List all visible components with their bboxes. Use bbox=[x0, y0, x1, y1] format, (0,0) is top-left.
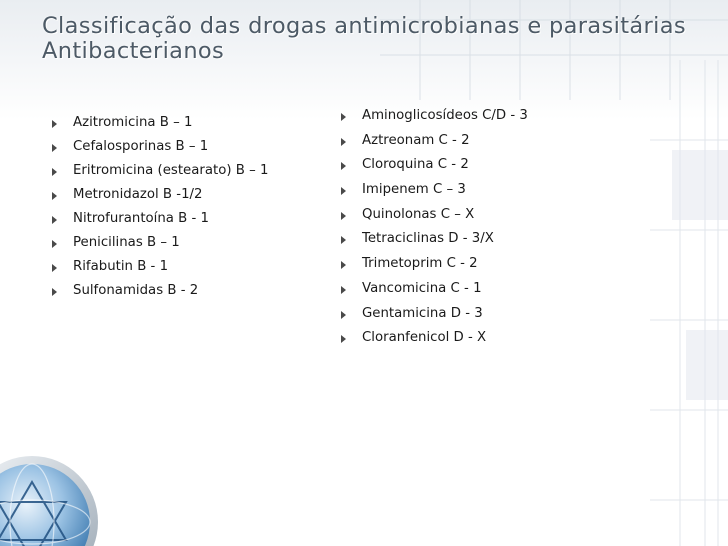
list-item-text: Aminoglicosídeos C/D - 3 bbox=[362, 108, 528, 123]
triangle-bullet-icon bbox=[341, 187, 346, 195]
list-item-text: Rifabutin B - 1 bbox=[73, 259, 169, 274]
triangle-bullet-icon bbox=[341, 335, 346, 343]
list-item-text: Sulfonamidas B - 2 bbox=[73, 283, 199, 298]
triangle-bullet-icon bbox=[52, 120, 57, 128]
triangle-bullet-icon bbox=[52, 264, 57, 272]
list-item bbox=[341, 106, 671, 131]
list-item bbox=[341, 279, 671, 304]
left-drug-list bbox=[52, 113, 322, 305]
list-item bbox=[52, 185, 322, 209]
list-item-text: Metronidazol B -1/2 bbox=[73, 187, 203, 202]
triangle-bullet-icon bbox=[341, 162, 346, 170]
list-item-text: Gentamicina D - 3 bbox=[362, 305, 483, 321]
triangle-bullet-icon bbox=[341, 261, 346, 269]
list-item bbox=[52, 137, 322, 161]
list-item-text: Aztreonam C - 2 bbox=[362, 132, 470, 148]
list-item-text: Penicilinas B – 1 bbox=[73, 235, 180, 250]
triangle-bullet-icon bbox=[341, 212, 346, 220]
list-item-text: Azitromicina B – 1 bbox=[73, 115, 193, 130]
list-item bbox=[341, 254, 671, 279]
list-item-text: Cefalosporinas B – 1 bbox=[73, 139, 209, 154]
title-line-2: Antibacterianos bbox=[42, 38, 225, 64]
list-item bbox=[341, 131, 671, 156]
triangle-bullet-icon bbox=[52, 240, 57, 248]
list-item-text: Cloroquina C - 2 bbox=[362, 157, 469, 173]
triangle-bullet-icon bbox=[341, 236, 346, 244]
triangle-bullet-icon bbox=[52, 168, 57, 176]
list-item bbox=[341, 155, 671, 180]
slide-title bbox=[42, 14, 702, 64]
triangle-bullet-icon bbox=[341, 286, 346, 294]
title-line-1: Classificação das drogas antimicrobianas e parasitárias bbox=[42, 13, 686, 39]
list-item bbox=[341, 328, 671, 353]
list-item-text: Tetraciclinas D - 3/X bbox=[362, 231, 494, 247]
triangle-bullet-icon bbox=[52, 216, 57, 224]
list-item-text: Cloranfenicol D - X bbox=[362, 330, 487, 346]
list-item-text: Eritromicina (estearato) B – 1 bbox=[73, 163, 269, 178]
triangle-bullet-icon bbox=[52, 288, 57, 296]
list-item-text: Vancomicina C - 1 bbox=[362, 280, 482, 296]
list-item-text: Imipenem C – 3 bbox=[362, 182, 466, 198]
list-item-text: Trimetoprim C - 2 bbox=[362, 256, 478, 272]
triangle-bullet-icon bbox=[52, 192, 57, 200]
list-item bbox=[52, 113, 322, 137]
triangle-bullet-icon bbox=[341, 311, 346, 319]
list-item bbox=[52, 281, 322, 305]
list-item bbox=[52, 257, 322, 281]
list-item bbox=[341, 304, 671, 329]
list-item bbox=[341, 205, 671, 230]
triangle-bullet-icon bbox=[52, 144, 57, 152]
list-item bbox=[341, 229, 671, 254]
list-item bbox=[52, 233, 322, 257]
list-item bbox=[52, 209, 322, 233]
list-item-text: Nitrofurantoína B - 1 bbox=[73, 211, 209, 226]
list-item bbox=[341, 180, 671, 205]
star-of-david-globe-logo bbox=[0, 452, 102, 546]
triangle-bullet-icon bbox=[341, 138, 346, 146]
triangle-bullet-icon bbox=[341, 113, 346, 121]
list-item bbox=[52, 161, 322, 185]
list-item-text: Quinolonas C – X bbox=[362, 206, 475, 222]
right-drug-list bbox=[341, 106, 671, 353]
